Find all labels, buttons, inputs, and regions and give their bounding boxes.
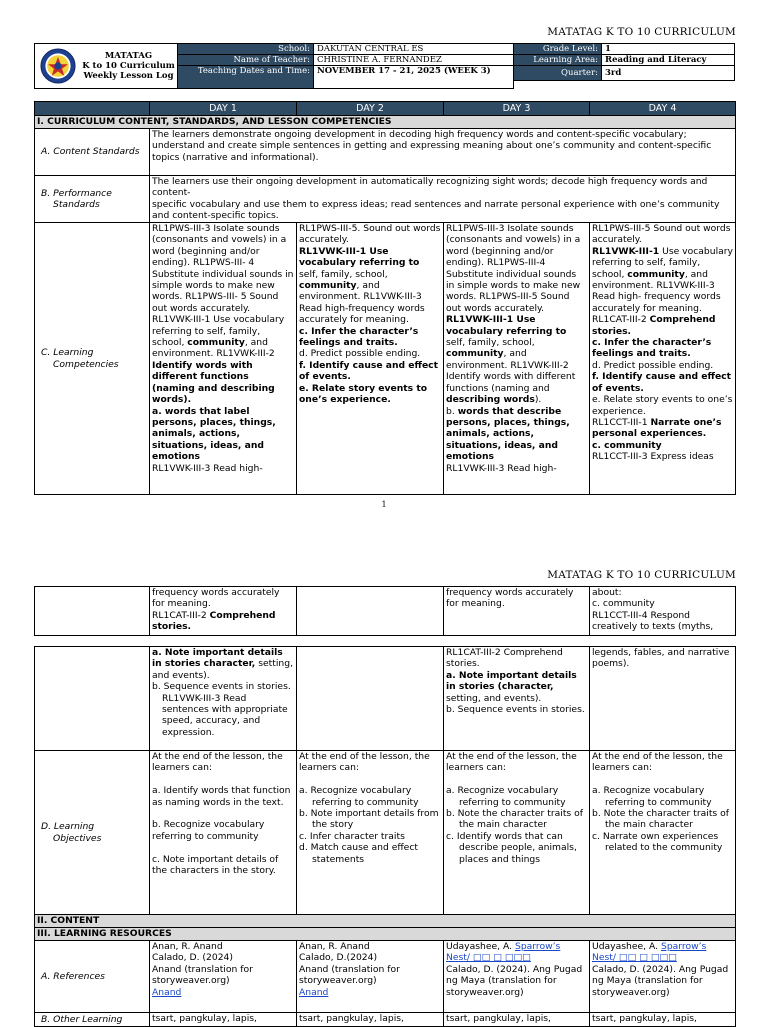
continuation-day3: frequency words accurately for meaning. [444,587,590,636]
lesson-table-page1 [34,101,736,495]
content-standards-text: The learners demonstrate ongoing development in decoding high frequency words and content-specific vocabulary; understand and create simple sentences in getting and expressing meaning about one’s community and content-specific topics (narrative and informational). [150,129,736,176]
page-header-2: MATATAG K TO 10 CURRICULUM [547,569,736,581]
section-learning-resources: III. LEARNING RESOURCES [35,928,736,941]
performance-standards-label: B. Performance Standards [35,176,150,223]
other-resources-day1: tsart, pangkulay, lapis, [150,1013,297,1027]
references-day2: Anan, R. Anand Calado, D.(2024) Anand (translation for storyweaver.org) Anand [297,941,444,1013]
logo-cell [35,44,178,89]
objectives-day2: At the end of the lesson, the learners can: a. Recognize vocabulary referring to community b. Note important details from the story c. Infer character traits d. Match cause and effect statements [297,751,444,915]
reference-link-day1[interactable]: Anand [152,986,182,998]
reference-link-day3[interactable]: Sparrow’s Nest/ □□ □ □□□ [446,941,561,964]
competencies-day2: RL1PWS-III-5. Sound out words accurately. RL1VWK-III-1 Use vocabulary referring to self, family, school, community, and environment. RL1VWK-III-3 Read high-frequency words accurately for meaning. c. Infer the character’s feelings and traits. d. Predict possible ending. f. Identify cause and effect of events. e. Relate story events to one’s experience. [297,223,444,495]
day-2-header: DAY 2 [297,102,444,116]
continuation2-day3: RL1CAT-III-2 Comprehend stories. a. Note important details in stories (character, setting, and events). b. Sequence events in stories. [444,647,590,751]
dates-value: NOVEMBER 17 - 21, 2025 (WEEK 3) [314,66,514,89]
dates-label: Teaching Dates and Time: [178,66,314,89]
competencies-day3: RL1PWS-III-3 Isolate sounds (consonants and vowels) in a word (beginning and/or ending). RL1PWS-III-4 Substitute individual sounds in simple words to make new words. RL1PWS-III-5 Sound out words accurately. RL1VWK-III-1 Use vocabulary referring to self, family, school, community, and environment. RL1VWK-III-2 Identify words with different functions (naming and describing words). b. words that describe persons, places, things, animals, actions, situations, ideas, and emotions RL1VWK-III-3 Read high- [444,223,590,495]
references-label: A. References [35,941,150,1013]
deped-seal-icon [40,48,76,84]
competencies-day4: RL1PWS-III-5 Sound out words accurately. RL1VWK-III-1 Use vocabulary referring to self, family, school, community, and environment. RL1VWK-III-3 Read high- frequency words accurately for meaning. RL1CAT-III-2 Comprehend stories. c. Infer the character’s feelings and traits. d. Predict possible ending. f. Identify cause and effect of events. e. Relate story events to one’s experience. RL1CCT-III-1 Narrate one’s personal experiences. c. community RL1CCT-III-3 Express ideas [590,223,736,495]
page-header: MATATAG K TO 10 CURRICULUM [547,26,736,38]
page-number: 1 [381,500,387,509]
grade-value: 1 [602,44,735,55]
other-resources-label: B. Other Learning [35,1013,150,1027]
lesson-log-header [34,43,735,89]
learning-objectives-label: D. Learning Objectives [35,751,150,915]
content-standards-label: A. Content Standards [35,129,150,176]
continuation-day4: about: c. community RL1CCT-III-4 Respond creatively to texts (myths, [590,587,736,636]
continuation2-day1: a. Note important details in stories character, setting, and events). b. Sequence events in stories. RL1VWK-III-3 Read sentences with appropriate speed, accuracy, and expression. [150,647,297,751]
day-4-header: DAY 4 [590,102,736,116]
continuation2-day4: legends, fables, and narrative poems). [590,647,736,751]
area-label: Learning Area: [514,55,602,66]
other-resources-day2: tsart, pangkulay, lapis, [297,1013,444,1027]
continuation-day1: frequency words accurately for meaning. RL1CAT-III-2 Comprehend stories. [150,587,297,636]
section-content: II. CONTENT [35,915,736,928]
objectives-day4: At the end of the lesson, the learners can: a. Recognize vocabulary referring to community b. Note the character traits of the main character c. Narrate own experiences related to the community [590,751,736,915]
teacher-value: CHRISTINE A. FERNANDEZ [314,55,514,66]
reference-link-day2[interactable]: Anand [299,986,329,998]
school-label: School: [178,44,314,55]
section-curriculum: I. CURRICULUM CONTENT, STANDARDS, AND LESSON COMPETENCIES [35,116,736,129]
objectives-day3: At the end of the lesson, the learners can: a. Recognize vocabulary referring to community b. Note the character traits of the main character c. Identify words that can describe people, animals, places and things [444,751,590,915]
references-day1: Anan, R. Anand Calado, D. (2024) Anand (translation for storyweaver.org) Anand [150,941,297,1013]
objectives-day1: At the end of the lesson, the learners can: a. Identify words that function as naming words in the text. b. Recognize vocabulary referring to community c. Note important details of the characters in the story. [150,751,297,915]
other-resources-day4: tsart, pangkulay, lapis, [590,1013,736,1027]
logo-title: MATATAG K to 10 Curriculum Weekly Lesson Log [82,51,175,81]
area-value: Reading and Literacy [602,55,735,66]
reference-link-day4[interactable]: Sparrow’s Nest/ □□ □ □□□ [592,941,707,964]
references-day4: Udayashee, A. Sparrow’s Nest/ □□ □ □□□ Calado, D. (2024). Ang Pugad ng Maya (translation for storyweaver.org) [590,941,736,1013]
grade-label: Grade Level: [514,44,602,55]
teacher-label: Name of Teacher: [178,55,314,66]
day-header-row [35,102,736,116]
competencies-day1: RL1PWS-III-3 Isolate sounds (consonants and vowels) in a word (beginning and/or ending). RL1PWS-III- 4 Substitute individual sounds in simple words to make new words. RL1PWS-III- 5 Sound out words accurately. RL1VWK-III-1 Use vocabulary referring to self, family, school, community, and environment. RL1VWK-III-2 Identify words with different functions (naming and describing words). a. words that label persons, places, things, animals, actions, situations, ideas, and emotions RL1VWK-III-3 Read high- [150,223,297,495]
day-3-header: DAY 3 [444,102,590,116]
performance-standards-text: The learners use their ongoing development in automatically recognizing sight words; decode high frequency words and content- specific vocabulary and use them to express ideas; read sentences and narrate personal experience with one’s community and content-specific topics. [150,176,736,223]
references-day3: Udayashee, A. Sparrow’s Nest/ □□ □ □□□ Calado, D. (2024). Ang Pugad ng Maya (translation for storyweaver.org) [444,941,590,1013]
continuation-table-2 [34,646,736,1027]
continuation-table-1 [34,586,736,636]
school-value: DAKUTAN CENTRAL ES [314,44,514,55]
learning-competencies-label: C. Learning Competencies [35,223,150,495]
quarter-label: Quarter: [514,66,602,81]
other-resources-day3: tsart, pangkulay, lapis, [444,1013,590,1027]
day-1-header: DAY 1 [150,102,297,116]
quarter-value: 3rd [602,66,735,81]
